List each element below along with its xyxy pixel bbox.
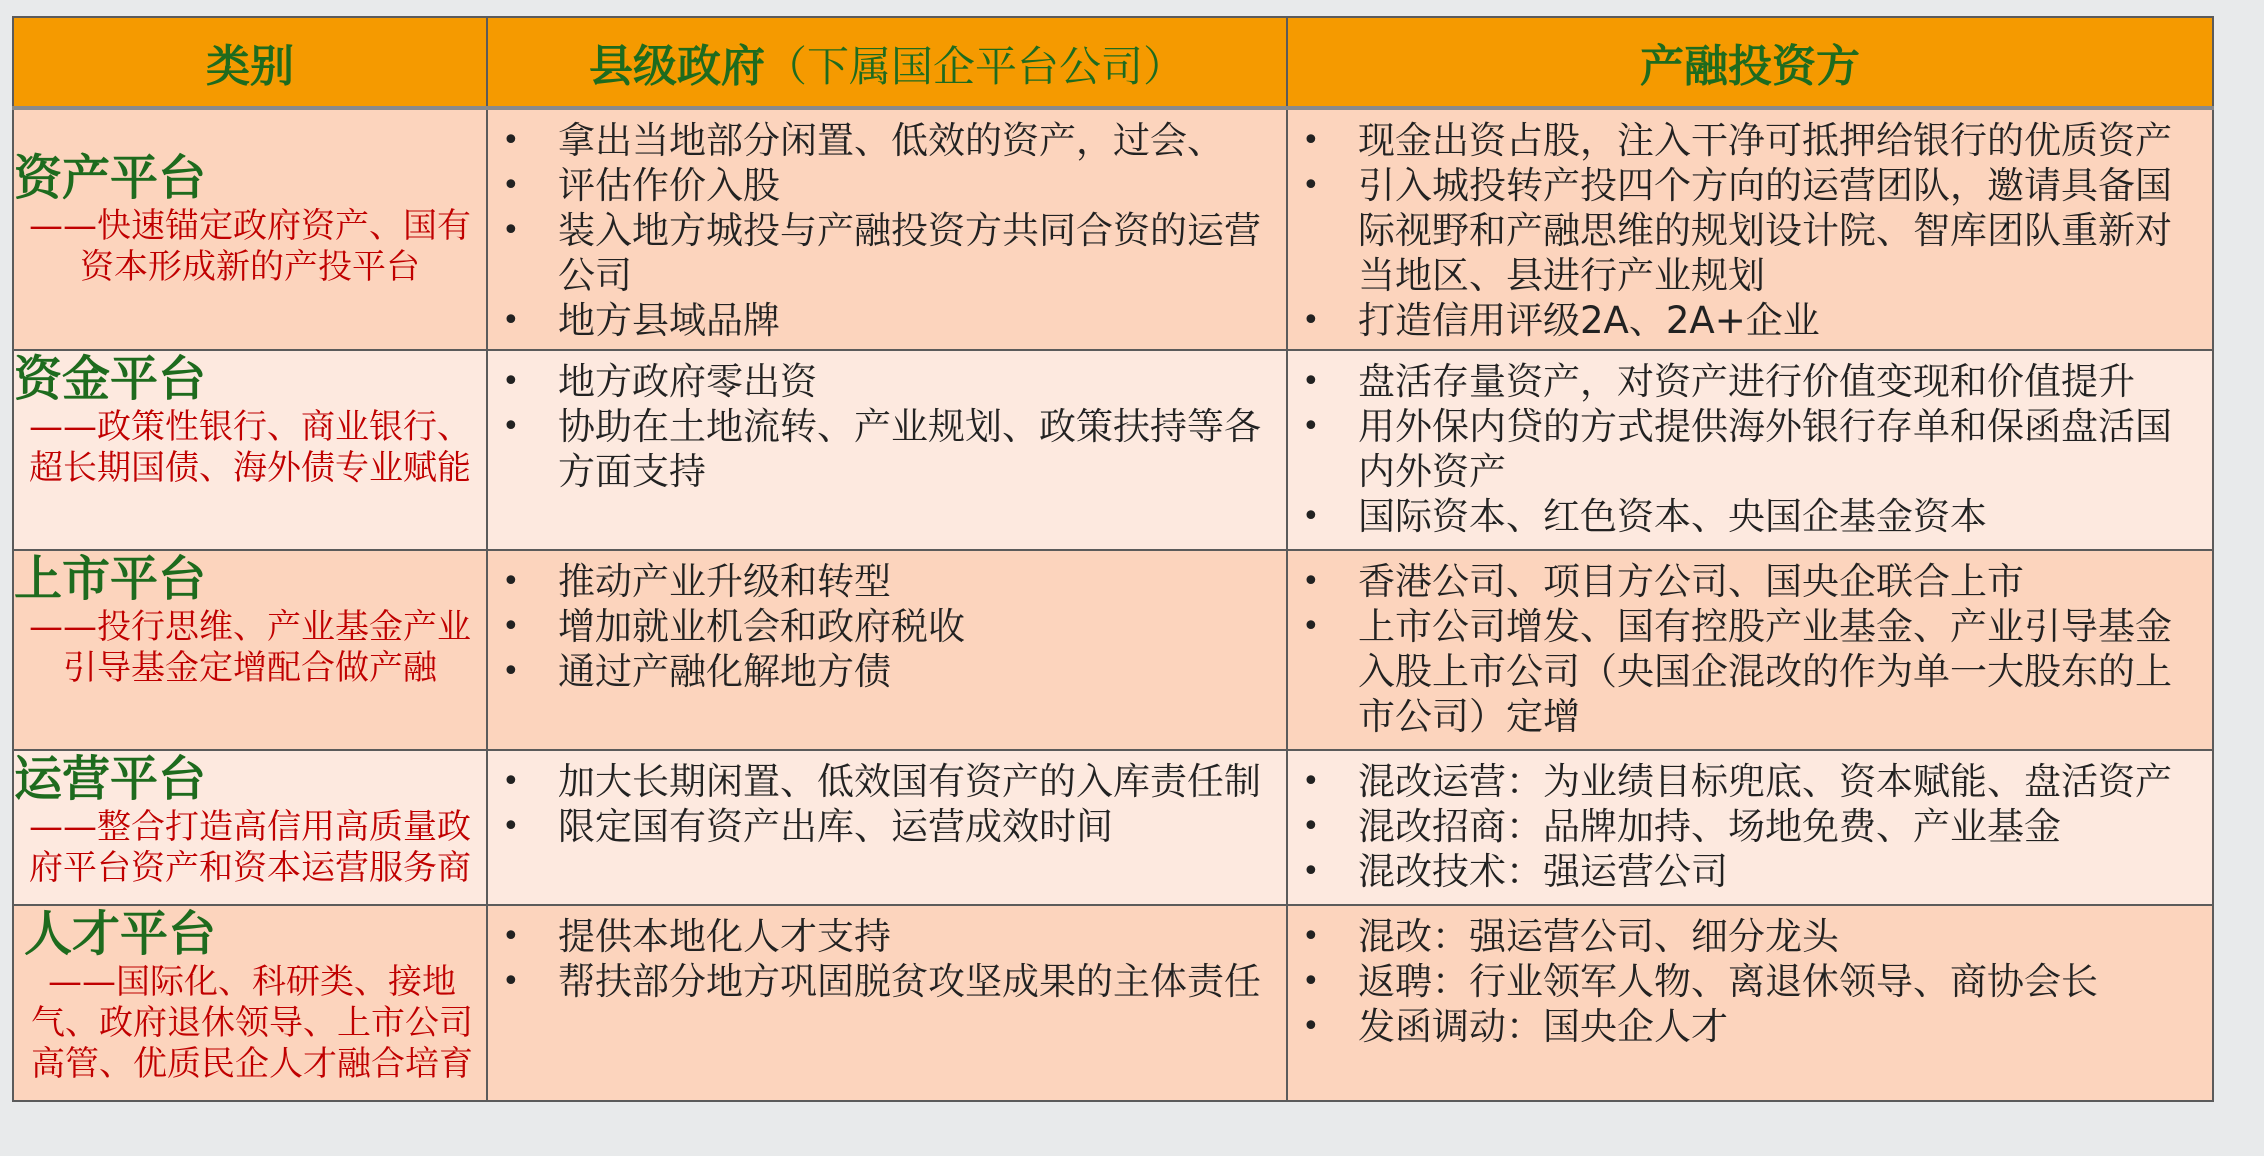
header-category: 类别 [13,17,487,108]
investor-cell [1287,905,2213,1101]
investor-list [1288,110,2212,347]
category-cell [13,750,487,905]
table-row [13,905,2213,1101]
investor-cell [1287,550,2213,750]
list-item: • 混改运营：为业绩目标兜底、资本赋能、盘活资产 [1288,759,2204,804]
header-row [13,17,2213,108]
list-item: • 混改技术：强运营公司 [1288,849,2204,894]
category-cell [13,550,487,750]
county-list [488,906,1286,1008]
county-cell [487,108,1287,350]
category-subtitle: ——整合打造高信用高质量政府平台资产和资本运营服务商 [29,807,471,888]
category-subtitle: ——投行思维、产业基金产业引导基金定增配合做产融 [29,607,471,688]
category-title: 资金平台 [14,351,207,407]
county-list [488,351,1286,498]
list-item: • 地方县域品牌 [488,298,1278,343]
header-county-government [487,17,1287,108]
category-cell [13,905,487,1101]
county-cell [487,550,1287,750]
list-item: • 盘活存量资产，对资产进行价值变现和价值提升 [1288,359,2204,404]
header-county-sub: （下属国企平台公司） [764,42,1185,91]
investor-cell [1287,750,2213,905]
investor-list [1288,351,2212,543]
table-row [13,350,2213,550]
investor-cell [1287,350,2213,550]
list-item: • 提供本地化人才支持 [488,914,1278,959]
list-item: • 限定国有资产出库、运营成效时间 [488,804,1278,849]
category-subtitle: ——快速锚定政府资产、国有资本形成新的产投平台 [29,206,471,287]
county-list [488,110,1286,347]
investor-list [1288,551,2212,743]
county-cell [487,350,1287,550]
table-row [13,108,2213,350]
category-cell [13,108,487,350]
county-cell [487,905,1287,1101]
investor-list [1288,906,2212,1053]
table-row [13,550,2213,750]
list-item: • 发函调动：国央企人才 [1288,1004,2204,1049]
list-item: • 引入城投转产投四个方向的运营团队，邀请具备国际视野和产融思维的规划设计院、智库团队重新对当地区、县进行产业规划 [1288,163,2204,298]
category-title: 资产平台 [14,150,207,206]
list-item: • 打造信用评级2A、2A+企业 [1288,298,2204,343]
list-item: • 混改招商：品牌加持、场地免费、产业基金 [1288,804,2204,849]
list-item: • 帮扶部分地方巩固脱贫攻坚成果的主体责任 [488,959,1278,1004]
list-item: • 拿出当地部分闲置、低效的资产，过会、 [488,118,1278,163]
category-subtitle: ——国际化、科研类、接地气、政府退休领导、上市公司高管、优质民企人才融合培育 [31,962,473,1084]
investor-cell [1287,108,2213,350]
category-title: 运营平台 [14,751,207,807]
list-item: • 用外保内贷的方式提供海外银行存单和保函盘活国内外资产 [1288,404,2204,494]
investor-list [1288,751,2212,898]
list-item: • 现金出资占股，注入干净可抵押给银行的优质资产 [1288,118,2204,163]
header-county-main: 县级政府 [588,41,765,92]
list-item: • 上市公司增发、国有控股产业基金、产业引导基金入股上市公司（央国企混改的作为单一大股东的上市公司）定增 [1288,604,2204,739]
category-cell [13,350,487,550]
category-subtitle: ——政策性银行、商业银行、超长期国债、海外债专业赋能 [29,407,471,488]
header-investor: 产融投资方 [1287,17,2213,108]
list-item: • 装入地方城投与产融投资方共同合资的运营公司 [488,208,1278,298]
list-item: • 协助在土地流转、产业规划、政策扶持等各方面支持 [488,404,1278,494]
county-cell [487,750,1287,905]
county-list [488,551,1286,698]
list-item: • 通过产融化解地方债 [488,649,1278,694]
list-item: • 返聘：行业领军人物、离退休领导、商协会长 [1288,959,2204,1004]
list-item: • 国际资本、红色资本、央国企基金资本 [1288,494,2204,539]
platform-table [12,16,2214,1102]
county-list [488,751,1286,853]
list-item: • 加大长期闲置、低效国有资产的入库责任制 [488,759,1278,804]
category-title: 人才平台 [24,906,217,962]
list-item: • 香港公司、项目方公司、国央企联合上市 [1288,559,2204,604]
list-item: • 增加就业机会和政府税收 [488,604,1278,649]
list-item: • 推动产业升级和转型 [488,559,1278,604]
list-item: • 评估作价入股 [488,163,1278,208]
list-item: • 混改：强运营公司、细分龙头 [1288,914,2204,959]
table-row [13,750,2213,905]
category-title: 上市平台 [14,551,207,607]
list-item: • 地方政府零出资 [488,359,1278,404]
